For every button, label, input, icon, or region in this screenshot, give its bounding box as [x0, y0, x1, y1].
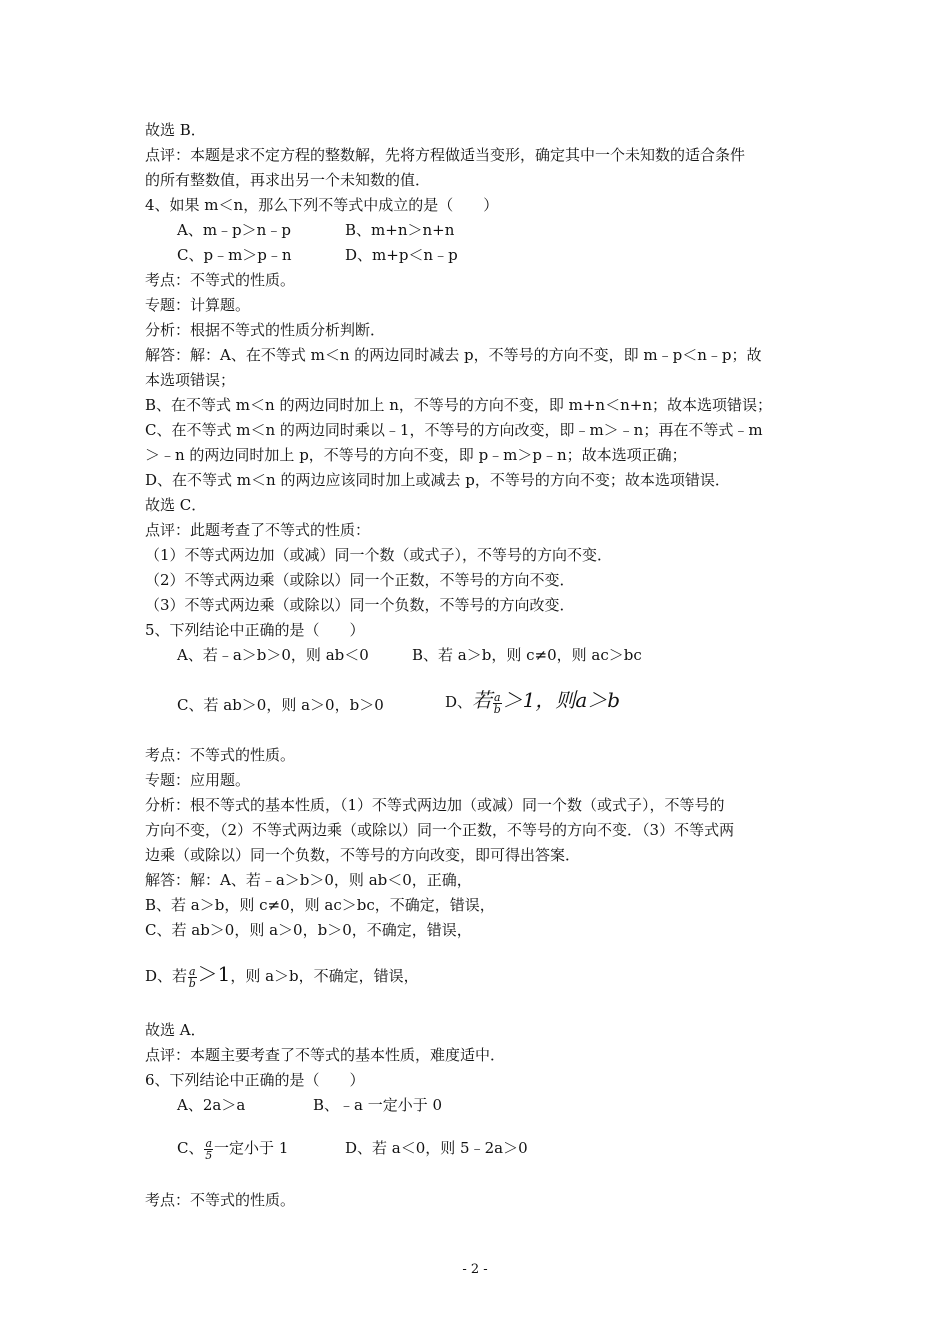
text-line: 点评：此题考查了不等式的性质：: [145, 521, 371, 539]
text-line: （1）不等式两边加（或减）同一个数（或式子），不等号的方向不变．: [145, 546, 613, 564]
q5-option-d-prefix: D、: [445, 693, 473, 711]
q5-option-d-rest: ＞1，则a＞b: [502, 688, 621, 712]
fraction: $\frac{a}{b}$: [493, 690, 501, 716]
text-line: 故选 A．: [145, 1021, 206, 1039]
q6-option-c: C、 $\frac{a}{5}$ 一定小于 1: [177, 1136, 289, 1162]
q5-option-b: B、若 a＞b，则 c≠0，则 ac＞bc: [412, 646, 642, 664]
q4-option-b: B、m+n＞n+n: [345, 221, 455, 239]
text-line: 专题：计算题。: [145, 296, 251, 314]
text-line: D、在不等式 m＜n 的两边应该同时加上或减去 p，不等号的方向不变；故本选项错误．: [145, 471, 730, 489]
q5-option-d: [445, 682, 620, 720]
q4-option-d: D、m+p＜n﹣p: [345, 246, 458, 264]
text-line: 解答：解：A、若﹣a＞b＞0，则 ab＜0，正确，: [145, 871, 472, 889]
text-line: （3）不等式两边乘（或除以）同一个负数，不等号的方向改变．: [145, 596, 575, 614]
question-6: 6、下列结论中正确的是（ ）: [145, 1071, 365, 1089]
text-line: 故选 B．: [145, 121, 206, 139]
text-line: ＞﹣n 的两边同时加上 p，不等号的方向不变，即 p﹣m＞p﹣n；故本选项正确；: [145, 446, 687, 464]
answer-d-line: D、若 $\frac{a}{b}$ ＞1，则 a＞b，不确定，错误，: [145, 962, 419, 990]
q5-option-d-ruo: 若: [472, 688, 493, 712]
text-line: 边乘（或除以）同一个负数，不等号的方向改变，即可得出答案．: [145, 846, 581, 864]
text-line: C、在不等式 m＜n 的两边同时乘以﹣1，不等号的方向改变，即﹣m＞﹣n；再在不等式﹣m: [145, 421, 763, 439]
text-line: B、在不等式 m＜n 的两边同时加上 n，不等号的方向不变，即 m+n＜n+n；故本选项错误；: [145, 396, 772, 414]
q5-option-c: C、若 ab＞0，则 a＞0，b＞0: [177, 696, 384, 714]
text-line: （2）不等式两边乘（或除以）同一个正数，不等号的方向不变．: [145, 571, 575, 589]
text-line: 方向不变，（2）不等式两边乘（或除以）同一个正数，不等号的方向不变．（3）不等式两: [145, 821, 735, 839]
text-line: 分析：根不等式的基本性质，（1）不等式两边加（或减）同一个数（或式子），不等号的: [145, 796, 725, 814]
q4-option-c: C、p﹣m＞p﹣n: [177, 246, 292, 264]
text-line: 本选项错误；: [145, 371, 236, 389]
text-line: 点评：本题是求不定方程的整数解，先将方程做适当变形，确定其中一个未知数的适合条件: [145, 146, 746, 164]
text-line: 考点：不等式的性质。: [145, 746, 296, 764]
fraction: $\frac{a}{b}$: [188, 964, 196, 990]
text-line: 专题：应用题。: [145, 771, 251, 789]
text-line: 考点：不等式的性质。: [145, 271, 296, 289]
text-line: C、若 ab＞0，则 a＞0，b＞0，不确定，错误，: [145, 921, 472, 939]
q6-option-a: A、2a＞a: [177, 1096, 246, 1114]
question-5: 5、下列结论中正确的是（ ）: [145, 621, 365, 639]
page-number: - 2 -: [462, 1262, 488, 1277]
q5-option-a: A、若﹣a＞b＞0，则 ab＜0: [177, 646, 369, 664]
q4-option-a: A、m﹣p＞n﹣p: [177, 221, 291, 239]
q6-option-b: B、﹣a 一定小于 0: [313, 1096, 443, 1114]
q6-option-d: D、若 a＜0，则 5﹣2a＞0: [345, 1139, 528, 1157]
text-line: 分析：根据不等式的性质分析判断．: [145, 321, 386, 339]
text-line: 解答：解：A、在不等式 m＜n 的两边同时减去 p，不等号的方向不变，即 m﹣p＜n﹣p；故: [145, 346, 762, 364]
text-line: 考点：不等式的性质。: [145, 1191, 296, 1209]
text-line: 的所有整数值，再求出另一个未知数的值．: [145, 171, 431, 189]
text-line: 故选 C．: [145, 496, 207, 514]
text-line: 点评：本题主要考查了不等式的基本性质，难度适中．: [145, 1046, 506, 1064]
question-4: 4、如果 m＜n，那么下列不等式中成立的是（ ）: [145, 196, 499, 214]
text-line: B、若 a＞b，则 c≠0，则 ac＞bc，不确定，错误，: [145, 896, 495, 914]
fraction: $\frac{a}{5}$: [205, 1136, 213, 1162]
